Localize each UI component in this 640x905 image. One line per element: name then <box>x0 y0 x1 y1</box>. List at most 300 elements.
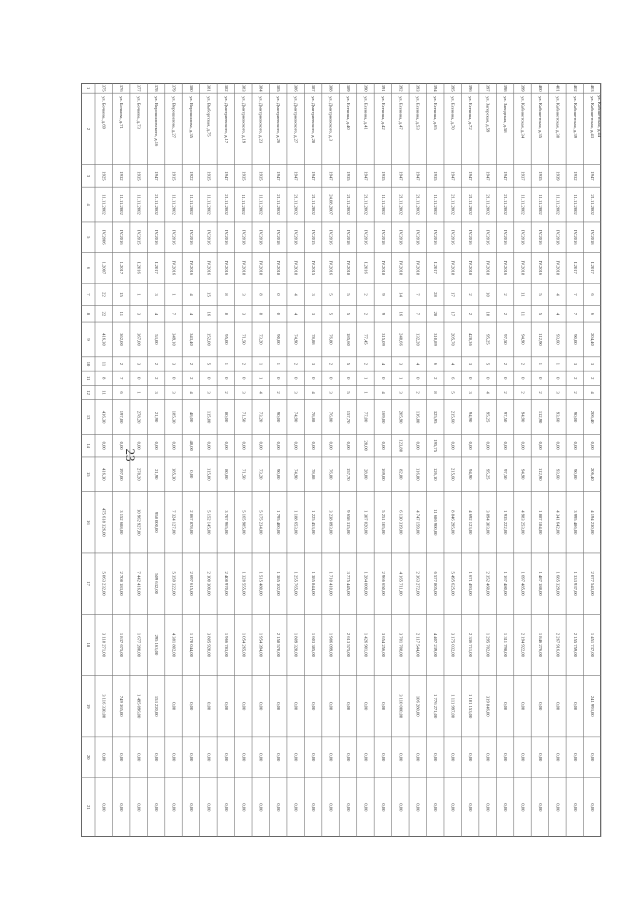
table-cell: 4 <box>154 312 160 316</box>
table-cell: 2 158 570,00 <box>276 632 282 657</box>
row-number-cell: 401 <box>555 84 561 92</box>
table-cell: 343,40 <box>188 333 194 346</box>
table-cell: 1 <box>136 293 142 296</box>
table-cell: 0,00 <box>555 441 561 450</box>
address-cell: ул. Дмитриевского, д.27 <box>293 96 299 144</box>
table-cell: 21.11.2002 <box>293 194 299 215</box>
table-cell: 215,60 <box>450 410 456 424</box>
table-cell: 1 451 737,00 <box>590 632 596 657</box>
table-cell: IV.2015 <box>311 229 317 245</box>
table-cell: 1947 <box>502 171 508 181</box>
address-cell: ул. Заводская, д.58 <box>502 96 508 133</box>
table-cell: 2 267 916,00 <box>555 632 561 657</box>
table-cell: 53,00 <box>154 334 160 345</box>
table-cell: 11.11.2002 <box>572 194 578 215</box>
table-cell: 0,00 <box>188 753 194 762</box>
table-cell: 2 <box>188 362 194 366</box>
table-cell: 206,40 <box>590 410 596 424</box>
table-cell: 3 <box>555 391 561 394</box>
table-cell: 0,00 <box>502 441 508 450</box>
table-cell: 1 986 099,00 <box>328 632 334 657</box>
table-cell: 8 <box>258 293 264 296</box>
table-cell: 16 <box>398 311 404 317</box>
table-cell: 2 <box>520 391 526 394</box>
table-cell: 0,00 <box>380 753 386 762</box>
table-cell: 90,00 <box>276 334 282 345</box>
table-cell: 5 <box>537 312 543 316</box>
table-cell: 0,00 <box>171 803 177 812</box>
table-cell: 1947 <box>223 171 229 181</box>
table-cell: IV.2016 <box>206 260 212 276</box>
table-cell: 48,00 <box>188 411 194 423</box>
table-cell: 315,09 <box>380 333 386 346</box>
table-cell: IV.2018 <box>241 229 247 245</box>
table-cell: 0 <box>276 293 282 296</box>
table-cell: 5 <box>537 293 543 296</box>
table-cell: 1947 <box>328 171 334 181</box>
table-cell: 0,00 <box>311 702 317 711</box>
table-cell: IV.2016 <box>154 229 160 245</box>
table-cell: 5 <box>345 391 351 394</box>
table-cell: 367,00 <box>136 333 142 346</box>
table-cell: IV.2018 <box>555 260 561 276</box>
row-number-cell: 394 <box>433 84 439 92</box>
table-cell: 95,25 <box>485 334 491 345</box>
table-cell: 5 165 985,00 <box>241 510 247 535</box>
table-cell: IV.2016 <box>468 229 474 245</box>
table-cell: 78,88 <box>311 469 317 480</box>
table-cell: 0,00 <box>555 702 561 711</box>
table-cell: 0 <box>380 377 386 380</box>
table-cell: 74,90 <box>293 411 299 423</box>
table-cell: 4 341 642,00 <box>555 510 561 535</box>
table-cell: 2 <box>119 362 125 366</box>
table-cell: 169,00 <box>380 410 386 424</box>
table-cell: 215,60 <box>450 467 456 481</box>
table-cell: 1935 <box>380 171 386 181</box>
table-cell: 3 995 486,00 <box>572 510 578 535</box>
table-cell: 5 <box>328 312 334 316</box>
table-cell: 112,90 <box>537 468 543 481</box>
table-cell: 9 658 315,00 <box>345 510 351 535</box>
table-cell: 1 328 555,00 <box>241 571 247 596</box>
table-cell: 21.11.2002 <box>276 194 282 215</box>
table-cell: 0 <box>345 377 351 380</box>
table-cell: 77,45 <box>363 334 369 345</box>
address-cell: ул. Кабинетская, д.38 <box>555 96 561 139</box>
table-cell: 0 <box>241 377 247 380</box>
table-cell: 116,80 <box>415 410 421 424</box>
address-cell: ул. Кабинетская, д.34 <box>520 96 526 139</box>
table-cell: 2 <box>363 293 369 296</box>
table-cell: 0,00 <box>206 702 212 711</box>
table-cell: 0,00 <box>572 753 578 762</box>
table-cell: 2 <box>572 377 578 380</box>
table-cell: 2 194 922,00 <box>520 632 526 657</box>
table-cell: 1947 <box>398 171 404 181</box>
table-cell: 94,90 <box>468 411 474 423</box>
table-cell: 21.11.2002 <box>363 194 369 215</box>
row-number-cell: 392 <box>398 84 404 92</box>
table-cell: 1 311 798,00 <box>502 632 508 657</box>
table-cell: 2 155 759,00 <box>572 632 578 657</box>
table-cell: 241 993,00 <box>590 695 596 717</box>
table-cell: 5 <box>450 391 456 394</box>
table-cell: IV.2015 <box>311 260 317 276</box>
table-cell: 4 <box>311 391 317 394</box>
table-cell: 0,00 <box>223 753 229 762</box>
table-cell: 5 063 232,00 <box>101 571 107 596</box>
table-cell: 475 618 326,00 <box>101 507 107 537</box>
table-cell: 71,50 <box>241 469 247 480</box>
table-cell: IV.2018 <box>398 229 404 245</box>
table-cell: 8 846 295,00 <box>450 510 456 535</box>
table-cell: 1935 <box>537 171 543 181</box>
table-cell: 4 <box>450 362 456 366</box>
table-cell: 3 <box>468 391 474 394</box>
table-cell: 185,30 <box>171 467 177 481</box>
table-cell: 11.11.2002 <box>136 194 142 215</box>
row-number-cell: 386 <box>293 84 299 92</box>
table-cell: 11.11.2002 <box>119 194 125 215</box>
table-cell: I.2017 <box>572 261 578 274</box>
table-cell: 0 <box>311 377 317 380</box>
table-cell: 11.11.2002 <box>433 194 439 215</box>
table-cell: 416,30 <box>101 410 107 424</box>
table-cell: 0 <box>485 377 491 380</box>
table-cell: 3 <box>136 362 142 366</box>
table-cell: 1 837 675,00 <box>119 632 125 657</box>
column-number-label: 15 <box>85 472 91 477</box>
column-number-label: 17 <box>85 581 91 586</box>
table-cell: 2 <box>572 391 578 394</box>
table-cell: 11.11.2002 <box>241 194 247 215</box>
table-cell: 1 677 200,00 <box>136 632 142 657</box>
table-cell: 958 000,00 <box>154 511 160 533</box>
table-cell: 749 365,00 <box>119 695 125 717</box>
address-cell: ул. Есенина, д.72 <box>468 96 474 130</box>
table-cell: IV.2015 <box>136 229 142 245</box>
table-cell: IV.2018 <box>345 260 351 276</box>
row-number-cell: 398 <box>502 84 508 92</box>
table-cell: 0,00 <box>520 702 526 711</box>
table-cell: 71,50 <box>241 411 247 423</box>
table-cell: 82,80 <box>398 469 404 480</box>
table-cell: 1 <box>363 391 369 394</box>
table-cell: 0,00 <box>380 441 386 450</box>
table-cell: 1 111 997,00 <box>450 694 456 719</box>
table-cell: IV.2018 <box>293 260 299 276</box>
table-cell: 2 <box>433 377 439 380</box>
table-cell: 0,00 <box>293 753 299 762</box>
table-cell: 2 613 575,00 <box>345 632 351 657</box>
column-number-label: 21 <box>85 805 91 810</box>
table-cell: 4 <box>258 391 264 394</box>
table-cell: 9 <box>380 312 386 316</box>
table-cell: 11.11.2002 <box>380 194 386 215</box>
table-cell: 1 <box>258 377 264 380</box>
table-cell: 1.2017 <box>119 261 125 275</box>
row-number-cell: 388 <box>328 84 334 92</box>
table-cell: 0,00 <box>119 803 125 812</box>
table-cell: 90,00 <box>276 411 282 423</box>
table-cell: 4 <box>380 391 386 394</box>
table-cell: 0,00 <box>345 803 351 812</box>
table-cell: 3 <box>398 362 404 366</box>
table-cell: 3 <box>590 362 596 366</box>
table-cell: 1932 <box>119 171 125 181</box>
table-cell: 1 954 394,00 <box>258 632 264 657</box>
address-cell: ул. Есенина, д.41 <box>363 96 369 130</box>
table-cell: 2 408 970,00 <box>223 571 229 596</box>
table-cell: 0,00 <box>206 753 212 762</box>
table-cell: 1 <box>136 391 142 394</box>
table-cell: 3 805 920,00 <box>206 632 212 657</box>
table-cell: 11 <box>119 311 125 317</box>
table-cell: 3 152 688,00 <box>119 510 125 535</box>
table-cell: IV.2016 <box>485 229 491 245</box>
table-cell: 0,00 <box>520 441 526 450</box>
table-cell: 2 <box>188 377 194 380</box>
table-cell: 0,00 <box>188 470 194 479</box>
table-cell: 1 284 000,00 <box>363 571 369 596</box>
address-cell: ул. Ворошилова, д.35 <box>188 96 194 138</box>
table-cell: 11.11.2002 <box>520 194 526 215</box>
table-cell: IV.2016 <box>433 229 439 245</box>
table-cell: 21.11.2002 <box>345 194 351 215</box>
table-cell: 5 251 105,00 <box>380 510 386 535</box>
table-cell: 3 <box>154 293 160 296</box>
table-cell: 3 <box>398 391 404 394</box>
table-cell: 0 <box>171 377 177 380</box>
table-cell: 2 <box>154 377 160 380</box>
table-cell: 2 <box>154 362 160 366</box>
table-cell: 5 495 625,00 <box>450 571 456 596</box>
table-cell: 0,00 <box>433 803 439 812</box>
table-cell: 0,00 <box>328 753 334 762</box>
table-cell: I.2016 <box>136 261 142 274</box>
table-cell: 319 846,00 <box>485 695 491 717</box>
table-cell: 7 <box>119 377 125 380</box>
table-cell: 73,20 <box>258 411 264 423</box>
address-cell: ул. Дмитриевского, д.23 <box>258 96 264 144</box>
table-cell: 0 <box>555 377 561 380</box>
table-cell: 5 <box>345 312 351 316</box>
table-cell: 132,20 <box>415 333 421 346</box>
table-cell: 1 846 276,00 <box>537 632 543 657</box>
table-cell: IV.2016 <box>206 229 212 245</box>
table-cell: 416,30 <box>101 333 107 346</box>
table-cell: 21,90 <box>154 411 160 423</box>
table-cell: 2 <box>502 312 508 316</box>
table-cell: 2 <box>537 391 543 394</box>
table-cell: 2 363 272,00 <box>415 571 421 596</box>
table-cell: 248,66 <box>398 333 404 346</box>
table-cell: 4 <box>188 391 194 394</box>
address-cell: ул. Бочкова, д.69 <box>101 96 107 129</box>
table-cell: 1 776 271,00 <box>433 694 439 719</box>
table-cell: 0,00 <box>154 803 160 812</box>
table-cell: IV.2018 <box>276 229 282 245</box>
table-cell: 0,00 <box>537 753 543 762</box>
row-number-cell: 375 <box>101 84 107 92</box>
table-cell: 2 <box>363 312 369 316</box>
column-number-label: 16 <box>85 520 91 525</box>
table-cell: 95,00 <box>223 334 229 345</box>
table-cell: 80,00 <box>223 411 229 423</box>
column-number-label: 9 <box>85 338 91 341</box>
column-number-label: 1 <box>85 86 91 90</box>
table-cell: 0,00 <box>450 441 456 450</box>
row-number-cell: 402 <box>572 84 578 92</box>
table-cell: 0,00 <box>502 803 508 812</box>
column-number-label: 6 <box>85 266 91 270</box>
table-cell: IV.2018 <box>276 260 282 276</box>
table-cell: 0,00 <box>188 803 194 812</box>
table-cell: 0,00 <box>171 702 177 711</box>
table-cell: 0 <box>468 377 474 380</box>
table-cell: 78,88 <box>311 411 317 423</box>
table-cell: 0 <box>537 377 543 380</box>
table-cell: 0,00 <box>537 441 543 450</box>
table-cell: 4 <box>293 312 299 316</box>
table-cell: 6 130 319,00 <box>398 510 404 535</box>
table-cell: 97,50 <box>502 334 508 345</box>
table-cell: 0,00 <box>276 753 282 762</box>
column-number-label: 4 <box>85 203 91 206</box>
table-cell: 28 <box>433 311 439 317</box>
table-cell: 185,60 <box>345 333 351 346</box>
address-cell: ул. Дмитриевского, д.19 <box>241 96 247 144</box>
table-cell: 3 <box>136 312 142 316</box>
table-cell: 0,00 <box>206 803 212 812</box>
table-cell: 1 685 329,00 <box>555 571 561 596</box>
table-cell: IV.2016 <box>223 260 229 276</box>
table-cell: 112,90 <box>537 410 543 424</box>
table-cell: 74,90 <box>293 334 299 345</box>
address-cell: ул. Кабинетская, д.35 <box>537 96 543 139</box>
table-cell: 8 <box>101 377 107 380</box>
table-cell: IV.2018 <box>415 260 421 276</box>
table-cell: 1937 <box>520 171 526 181</box>
table-cell: 6 <box>590 312 596 316</box>
table-cell: 0,00 <box>101 753 107 762</box>
table-cell: IV.2018 <box>380 229 386 245</box>
address-cell: ул. Ворошилова, д.27 <box>171 96 177 138</box>
table-cell: 0,00 <box>415 753 421 762</box>
table-cell: 1 <box>258 362 264 366</box>
row-number-cell: 379 <box>171 84 177 92</box>
table-cell: 5 <box>328 293 334 296</box>
table-cell: IV.2016 <box>171 260 177 276</box>
table-cell: 362,00 <box>119 333 125 346</box>
table-cell: 5 <box>345 293 351 296</box>
table-cell: 11 <box>520 311 526 317</box>
table-cell: 4 <box>415 362 421 366</box>
table-cell: 76,80 <box>328 411 334 423</box>
table-cell: 1935 <box>433 171 439 181</box>
table-cell: 4 194 230,00 <box>590 510 596 535</box>
table-cell: 93,60 <box>555 334 561 345</box>
table-cell: 0,00 <box>590 753 596 762</box>
table-cell: 1 <box>537 362 543 366</box>
table-cell: 0,00 <box>223 803 229 812</box>
address-cell: ул. Кабинетская, д.43 <box>590 96 596 139</box>
table-cell: 349,10 <box>171 333 177 346</box>
table-cell: 11 <box>101 390 107 395</box>
table-cell: 195,75 <box>433 439 439 453</box>
table-cell: 21.11.2002 <box>468 194 474 215</box>
table-cell: IV.2018 <box>520 260 526 276</box>
table-cell: 0,00 <box>223 702 229 711</box>
table-cell: 90,00 <box>572 411 578 423</box>
table-cell: 5 <box>485 362 491 366</box>
table-cell: 17 <box>450 311 456 317</box>
table-cell: 6 <box>590 293 596 296</box>
table-cell: 0,00 <box>223 441 229 450</box>
row-number-cell: 389 <box>345 84 351 92</box>
table-cell: 123,80 <box>398 439 404 453</box>
table-cell: 6 <box>433 362 439 366</box>
table-cell: 74,90 <box>293 469 299 480</box>
table-cell: 4 <box>590 391 596 394</box>
table-cell: 0,00 <box>258 702 264 711</box>
table-cell: 1947 <box>415 171 421 181</box>
table-cell: 0,00 <box>380 702 386 711</box>
table-cell: 7 <box>415 312 421 316</box>
table-cell: 28 <box>433 292 439 297</box>
table-cell: 11.11.2002 <box>258 194 264 215</box>
table-cell: 0,00 <box>415 441 421 450</box>
column-number-label: 18 <box>85 642 91 648</box>
table-cell: 3 775 445,00 <box>345 571 351 596</box>
table-cell: 2 <box>363 362 369 366</box>
table-cell: 4 <box>555 293 561 296</box>
table-cell: I.2017 <box>154 261 160 274</box>
table-cell: 2 336 711,00 <box>468 632 474 657</box>
table-cell: 2 966 650,00 <box>380 571 386 596</box>
table-cell: IV.2016 <box>223 229 229 245</box>
table-cell: 0,00 <box>450 803 456 812</box>
table-cell: 0,00 <box>328 803 334 812</box>
table-cell: 21.11.2002 <box>502 194 508 215</box>
table-cell: 94,90 <box>520 334 526 345</box>
table-cell: IV.2018 <box>241 260 247 276</box>
table-cell: 2 <box>223 391 229 394</box>
table-cell: 4 <box>380 362 386 366</box>
table-cell: 90,00 <box>572 469 578 480</box>
table-cell: 8 <box>223 293 229 296</box>
table-cell: 94,90 <box>520 411 526 423</box>
table-cell: 126,10 <box>433 467 439 481</box>
table-cell: 1 887 184,00 <box>537 510 543 535</box>
table-cell: 1947 <box>450 171 456 181</box>
address-cell: ул. Дмитриевского, д.17 <box>223 96 229 144</box>
address-cell: ул. Дмитриевского, д.26 <box>276 96 282 144</box>
table-cell: 28,00 <box>363 440 369 451</box>
table-cell: 10 <box>485 292 491 297</box>
table-cell: 4 165 711,00 <box>398 571 404 596</box>
table-cell: 0,00 <box>311 803 317 812</box>
table-cell: 169,00 <box>380 467 386 481</box>
table-cell: 73,20 <box>258 469 264 480</box>
table-cell: 1935 <box>206 171 212 181</box>
table-cell: 0,00 <box>398 803 404 812</box>
address-cell: ул. Загорская, д.59 <box>485 96 491 133</box>
table-cell: 0 <box>223 377 229 380</box>
table-cell: 0,00 <box>276 441 282 450</box>
table-cell: 1 295 702,00 <box>485 632 491 657</box>
